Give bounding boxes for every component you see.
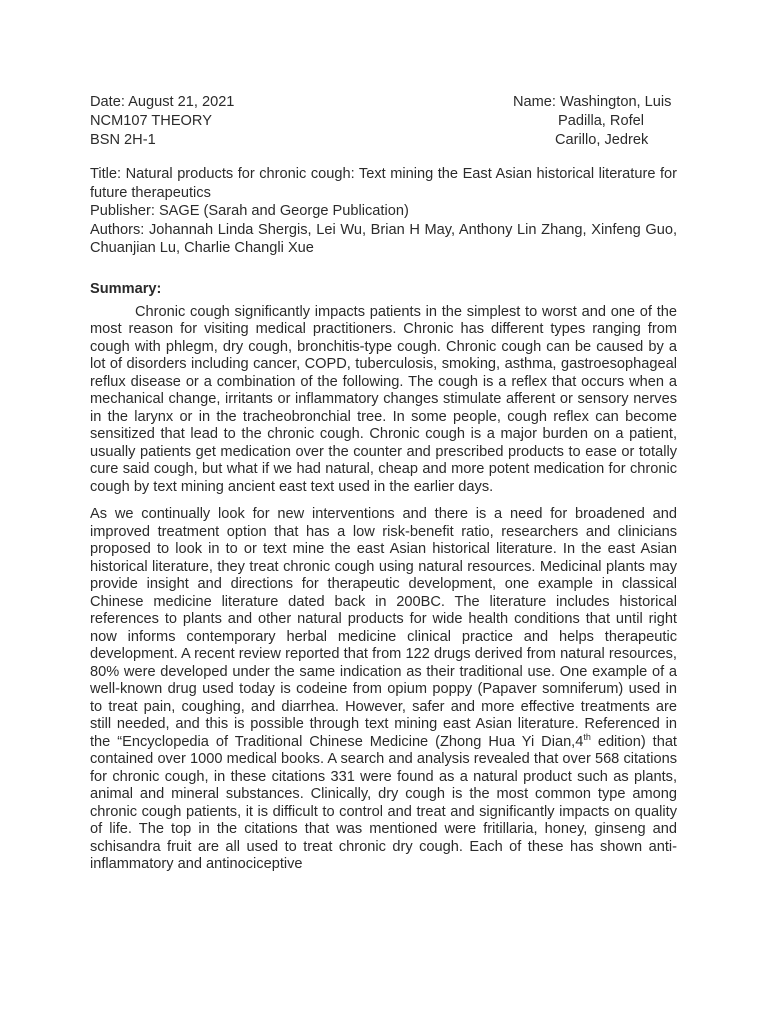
name-line: Name: Washington, Luis [513,94,672,110]
paragraph-2-text-a: As we continually look for new interventions and there is a need for broadened and improved treatment option that has a low risk-benefit ratio, researchers and clinicians proposed to look in to or text mine the east Asian historical literature. In the east Asian historical literature, they treat chronic cough using natural resources. Medicinal plants may provide insight and directions for therapeutic development, one example in classical Chinese medicine literature dated back in 200BC. The literature includes historical references to plants and other natural products for wide health conditions that until right now informs contemporary herbal medicine clinical practice and helps therapeutic development. A recent review reported that from 122 drugs derived from natural resources, 80% were developed under the same indication as their traditional use. One example of a well-known drug used today is codeine from opium poppy (Papaver somniferum) used in to treat pain, coughing, and diarrhea. However, safer and more effective treatments are still needed, and this is possible through text mining east Asian literature. Referenced in the “Encyclopedia of Traditional Chinese Medicine (Zhong Hua Yi Dian,4 [90,506,677,750]
summary-heading: Summary: [90,280,162,297]
article-authors: Authors: Johannah Linda Shergis, Lei Wu, Brian H May, Anthony Lin Zhang, Xinfeng Guo, Chuanjian Lu, Charlie Changli Xue [90,221,677,256]
article-meta [90,165,677,258]
paragraph-2-text-b: edition) that contained over 1000 medical books. A search and analysis revealed that over 568 citations for chronic cough, in these citations 331 were found as a natural product such as plants, animal and mineral substances. Clinically, dry cough is the most common type among chronic cough patients, it is difficult to control and treat and significantly impacts on quality of life. The top in the citations that was mentioned were fritillaria, honey, ginseng and schisandra fruit are all used to treat chronic dry cough. Each of these has shown anti-inflammatory and antinociceptive [90,733,677,872]
section-line: BSN 2H-1 [90,132,156,148]
summary-paragraph-1: Chronic cough significantly impacts patients in the simplest to worst and one of the most reason for visiting medical practitioners. Chronic has different types ranging from cough with phlegm, dry cough, bronchitis-type cough. Chronic cough can be caused by a lot of disorders including cancer, COPD, tuberculosis, smoking, asthma, gastroesophageal reflux disease or a combination of the following. The cough is a reflex that occurs when a mechanical change, irritants or inflammatory changes stimulate afferent or sensory nerves in the larynx or in the tracheobronchial tree. In some people, cough reflex can become sensitized that lead to the chronic cough. Chronic cough is a major burden on a patient, usually patients get medication over the counter and prescribed products to ease or totally cure said cough, but what if we had natural, cheap and more potent medication for chronic cough by text mining ancient east text used in the earlier days. [90,303,677,495]
header-row-1 [90,93,677,112]
date-line: Date: August 21, 2021 [90,94,235,110]
ordinal-superscript: th [583,731,591,742]
header-row-2 [90,112,677,131]
course-line: NCM107 THEORY [90,113,212,129]
article-publisher: Publisher: SAGE (Sarah and George Publication) [90,203,409,219]
article-title: Title: Natural products for chronic cough: Text mining the East Asian historical literature for future therapeutics [90,166,677,201]
member-2: Padilla, Rofel [558,113,644,129]
member-3: Carillo, Jedrek [555,132,649,148]
summary-paragraph-2 [90,506,677,874]
document-page [90,93,677,874]
header-row-3 [90,131,677,150]
